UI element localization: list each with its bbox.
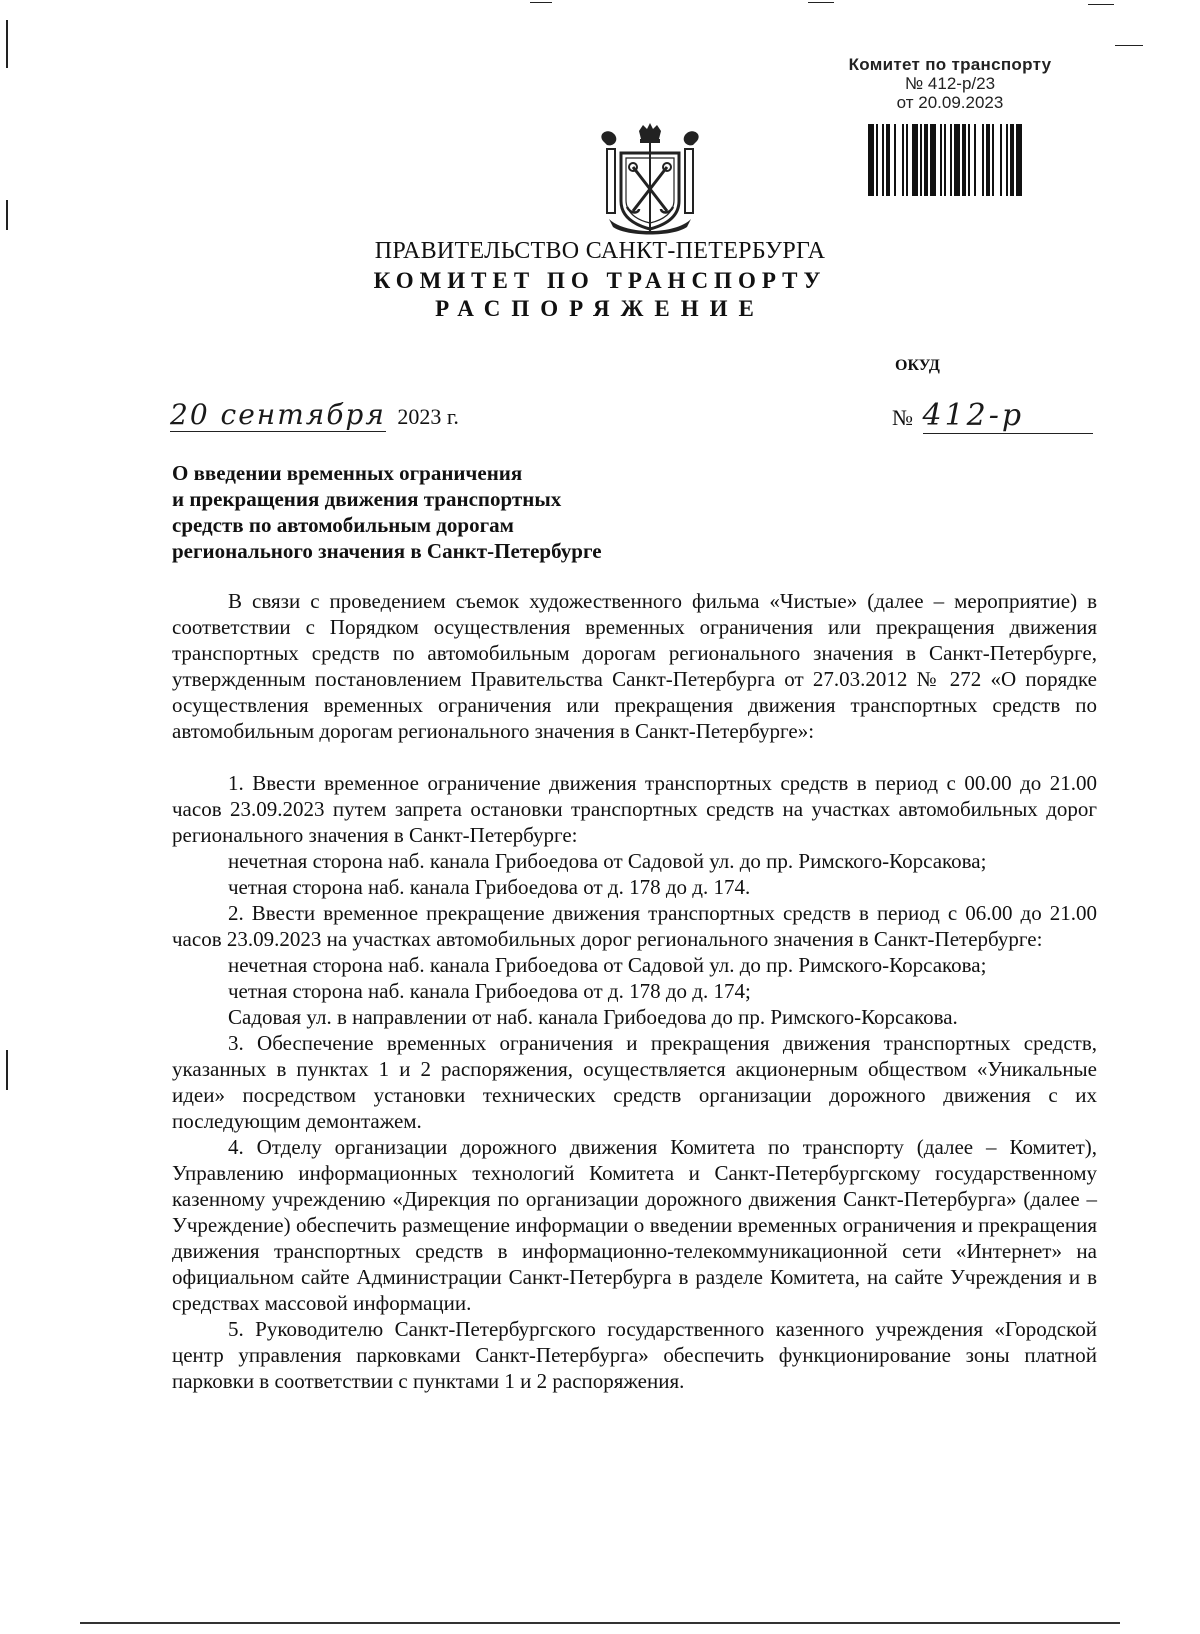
scan-edge-mark: [6, 200, 8, 230]
stamp-date: от 20.09.2023: [896, 93, 1004, 112]
scan-edge-mark: [1115, 45, 1143, 46]
clause-1-item: четная сторона наб. канала Грибоедова от д. 178 до д. 174.: [228, 875, 751, 899]
title-line: и прекращения движения транспортных: [172, 487, 562, 511]
document-body: [172, 588, 1097, 1394]
clause-2-item: Садовая ул. в направлении от наб. канала Грибоедова до пр. Римского-Корсакова.: [228, 1005, 958, 1029]
handwritten-date: 20 сентября: [170, 398, 386, 431]
committee-heading: КОМИТЕТ ПО ТРАНСПОРТУ: [373, 268, 827, 293]
stamp-org: Комитет по транспорту: [848, 55, 1052, 74]
government-heading: ПРАВИТЕЛЬСТВО САНКТ-ПЕТЕРБУРГА: [374, 238, 826, 264]
scan-edge-mark: [530, 2, 552, 3]
okud-label: ОКУД: [895, 357, 940, 374]
stamp-number: № 412-р/23: [904, 74, 996, 93]
scan-edge-mark: [6, 20, 8, 68]
scan-edge-mark: [1088, 4, 1114, 5]
scan-bottom-line: [80, 1622, 1120, 1624]
document-date: [170, 398, 459, 432]
clause-2-item: нечетная сторона наб. канала Грибоедова от Садовой ул. до пр. Римского-Корсакова;: [228, 953, 987, 977]
scan-edge-mark: [808, 2, 834, 3]
document-number: [892, 398, 1093, 434]
preamble-paragraph: В связи с проведением съемок художественного фильма «Чистые» (далее – мероприятие) в соответствии с Порядком осуществления временных ограничения или прекращения движения транспортных средств по автомобильным дорогам регионального значения в Санкт-Петербурге, утвержденным постановлением Правительства Санкт-Петербурга от 27.03.2012 № 272 «О порядке осуществления временных ограничения или прекращения движения транспортных средств по автомобильным дорогам регионального значения в Санкт-Петербурге»:: [172, 589, 1097, 743]
clause-1: 1. Ввести временное ограничение движения транспортных средств в период с 00.00 до 21.00 часов 23.09.2023 путем запрета остановки транспортных средств на участках автомобильных дорог регионального значения в Санкт-Петербурге:: [172, 771, 1097, 847]
clause-3: 3. Обеспечение временных ограничения и прекращения движения транспортных средств, указанных в пунктах 1 и 2 распоряжения, осуществляется акционерным обществом «Уникальные идеи» посредством установки технических средств организации дорожного движения с их последующим демонтажем.: [172, 1031, 1097, 1133]
coat-of-arms-icon: [595, 123, 705, 237]
title-line: О введении временных ограничения: [172, 461, 523, 485]
number-prefix: №: [892, 405, 913, 430]
title-line: регионального значения в Санкт-Петербурге: [172, 539, 602, 563]
barcode-icon: [868, 124, 1064, 196]
clause-4: 4. Отделу организации дорожного движения Комитета по транспорту (далее – Комитет), Управлению информационных технологий Комитета и Санкт-Петербургскому государственному казенному учреждению «Дирекция по организации дорожного движения Санкт-Петербурга» (далее – Учреждение) обеспечить размещение информации о введении временных ограничения и прекращения движения транспортных средств в информационно-телекоммуникационной сети «Интернет» на официальном сайте Администрации Санкт-Петербурга в разделе Комитета, на сайте Учреждения и в средствах массовой информации.: [172, 1135, 1097, 1315]
clause-1-item: нечетная сторона наб. канала Грибоедова от Садовой ул. до пр. Римского-Корсакова;: [228, 849, 987, 873]
document-title: [172, 460, 692, 564]
document-type-heading: РАСПОРЯЖЕНИЕ: [435, 296, 765, 321]
date-year: 2023 г.: [397, 404, 459, 429]
scan-edge-mark: [6, 1050, 8, 1090]
title-line: средств по автомобильным дорогам: [172, 513, 514, 537]
registration-stamp: [830, 55, 1070, 112]
clause-2: 2. Ввести временное прекращение движения транспортных средств в период с 06.00 до 21.00 часов 23.09.2023 на участках автомобильных дорог регионального значения в Санкт-Петербурге:: [172, 901, 1097, 951]
clause-5: 5. Руководителю Санкт-Петербургского государственного казенного учреждения «Городской центр управления парковками Санкт-Петербурга» обеспечить функционирование зоны платной парковки в соответствии с пунктами 1 и 2 распоряжения.: [172, 1317, 1097, 1393]
handwritten-number: 412-р: [923, 398, 1093, 434]
clause-2-item: четная сторона наб. канала Грибоедова от д. 178 до д. 174;: [228, 979, 751, 1003]
